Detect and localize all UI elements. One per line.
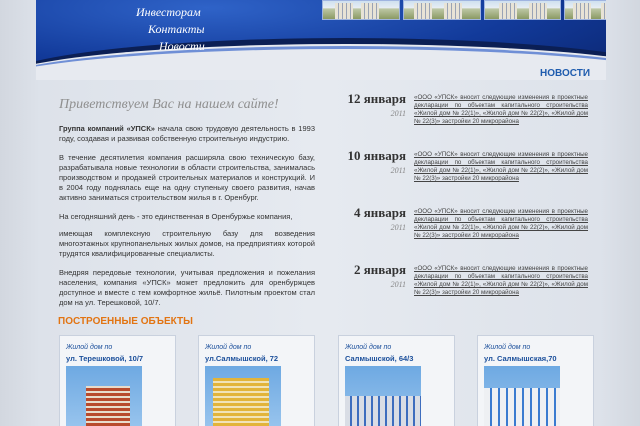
header-photo[interactable] [564, 0, 606, 20]
header [36, 0, 606, 80]
news-date [340, 90, 406, 118]
object-photo[interactable] [205, 366, 281, 426]
object-card[interactable] [59, 335, 176, 426]
object-card-address[interactable]: ул.Салмышской, 72 [205, 354, 279, 363]
object-card-address[interactable]: Салмышской, 64/3 [345, 354, 414, 363]
header-photo-strip [322, 0, 606, 20]
nav-item-news[interactable]: Новости [159, 39, 205, 53]
object-card-type: Жилой дом по [345, 344, 392, 351]
object-photo[interactable] [345, 366, 421, 426]
object-photo[interactable] [66, 366, 142, 426]
news-date-day: 2 января [353, 262, 406, 277]
news-date-day: 12 января [347, 91, 406, 106]
page-greeting: Приветствуем Вас на нашем сайте! [59, 97, 279, 112]
news-link[interactable]: «ООО «УПСК» вносит следующие изменения в проектные декларации по объектам капитального строительства «Жилой дом № 22(1)», «Жилой дом № 22(2)», «Жилой дом № 22(3)» застройки 20 микрорайона [414, 94, 588, 125]
intro-paragraph [59, 124, 315, 144]
news-date [340, 204, 406, 232]
news-date-year: 2011 [390, 166, 406, 175]
intro-paragraph: В течение десятилетия компания расширяла свою техническую базу, разрабатывала новые технологии в области строительства, занималась производством и продажей строительных материалов и конструкций. И в 2004 году поднялась еще на одну ступеньку своего развития, начав активно заниматься строительством жилья в г. Оренбург. [59, 153, 315, 202]
object-card-address[interactable]: ул. Салмышская,70 [484, 354, 557, 363]
object-card-type: Жилой дом по [66, 344, 113, 351]
intro-text [59, 124, 315, 317]
news-date-year: 2011 [390, 280, 406, 289]
object-card-address[interactable]: ул. Терешковой, 10/7 [66, 354, 144, 363]
news-link[interactable]: «ООО «УПСК» вносит следующие изменения в проектные декларации по объектам капитального строительства «Жилой дом № 22(1)», «Жилой дом № 22(2)», «Жилой дом № 22(3)» застройки 20 микрорайона [414, 151, 588, 182]
news-link[interactable]: «ООО «УПСК» вносит следующие изменения в проектные декларации по объектам капитального строительства «Жилой дом № 22(1)», «Жилой дом № 22(2)», «Жилой дом № 22(3)» застройки 20 микрорайона [414, 265, 588, 296]
main-nav [136, 4, 205, 55]
object-card[interactable] [477, 335, 594, 426]
header-photo[interactable] [484, 0, 562, 20]
news-list [340, 90, 590, 318]
news-item [340, 204, 590, 261]
intro-paragraph: Внедряя передовые технологии, учитывая предложения и пожелания населения, компания «УПСК» может предложить для оренбуржцев доступное и вместе с тем комфортное жильё. Пилотным проектом стал дом на ул. Терешковой, 10/7. [59, 268, 315, 307]
news-date-year: 2011 [390, 223, 406, 232]
header-photo[interactable] [322, 0, 400, 20]
news-date-day: 10 января [347, 148, 406, 163]
news-date-day: 4 января [353, 205, 406, 220]
built-objects-title: ПОСТРОЕННЫЕ ОБЪЕКТЫ [58, 316, 193, 327]
object-card-type: Жилой дом по [205, 344, 252, 351]
news-date [340, 261, 406, 289]
object-card-type: Жилой дом по [484, 344, 531, 351]
header-photo[interactable] [403, 0, 481, 20]
news-date [340, 147, 406, 175]
intro-paragraph: На сегодняшний день - это единственная в Оренбуржье компания, [59, 212, 293, 221]
object-photo[interactable] [484, 366, 560, 426]
news-section-title: НОВОСТИ [540, 68, 591, 79]
intro-paragraph-text: начала свою трудовую деятельность в 1993 году, создавая и развивая собственную строительную индустрию. [59, 124, 315, 143]
news-date-year: 2011 [390, 109, 406, 118]
intro-paragraph: имеющая комплексную строительную базу для возведения многоэтажных крупнопанельных жилых домов, на предприятиях которой трудятся квалифицированные специалисты. [59, 229, 315, 258]
object-card[interactable] [198, 335, 315, 426]
object-card[interactable] [338, 335, 455, 426]
company-name: Группа компаний «УПСК» [59, 124, 155, 133]
news-link[interactable]: «ООО «УПСК» вносит следующие изменения в проектные декларации по объектам капитального строительства «Жилой дом № 22(1)», «Жилой дом № 22(2)», «Жилой дом № 22(3)» застройки 20 микрорайона [414, 208, 588, 239]
news-item [340, 261, 590, 318]
news-item [340, 147, 590, 204]
nav-item-investors[interactable]: Инвесторам [136, 5, 201, 19]
built-objects-gallery [59, 335, 594, 426]
news-item [340, 90, 590, 147]
nav-item-contacts[interactable]: Контакты [148, 22, 205, 36]
